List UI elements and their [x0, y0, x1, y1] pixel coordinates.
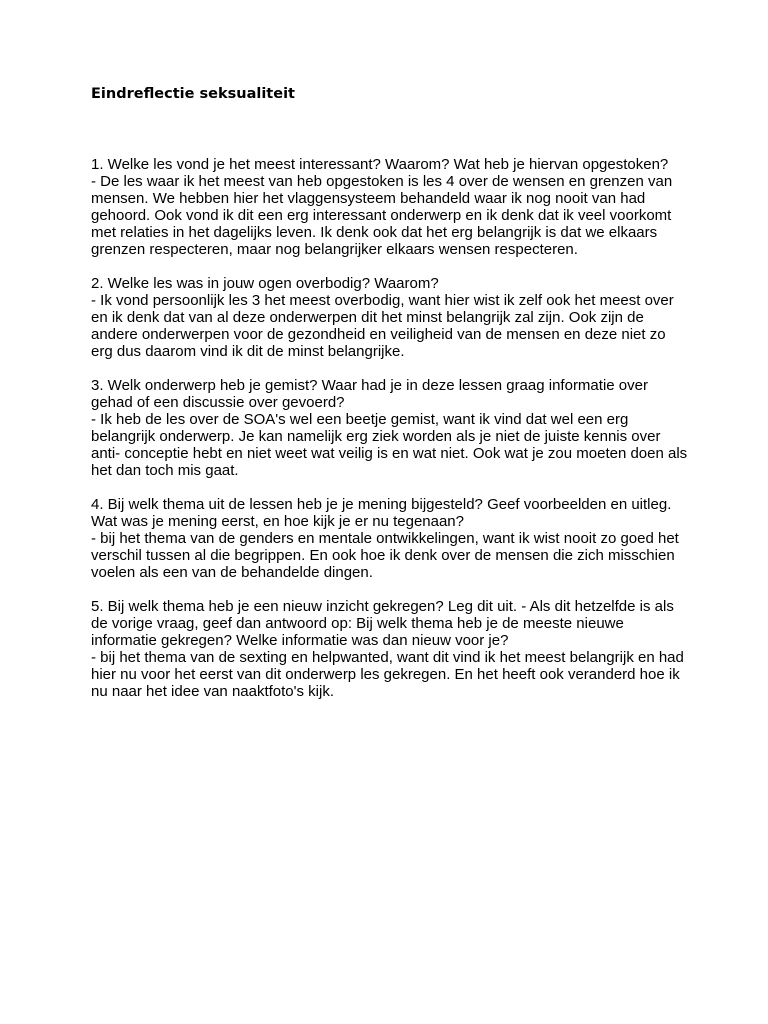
answer-text: - bij het thema van de sexting en helpwanted, want dit vind ik het meest belangrijk en had hier nu voor het eerst van dit onderwerp les gekregen. En het heeft ook veranderd hoe ik nu naar het idee van naaktfoto's kijk.	[91, 649, 684, 700]
answer-text: - bij het thema van de genders en mentale ontwikkelingen, want ik wist nooit zo goed het verschil tussen al die begrippen. En ook hoe ik denk over de mensen die zich misschien voelen als een van de behandelde dingen.	[91, 530, 679, 581]
question-text: 4. Bij welk thema uit de lessen heb je je mening bijgesteld? Geef voorbeelden en uitleg. Wat was je mening eerst, en hoe kijk je er nu tegenaan?	[91, 496, 672, 530]
question-section-2	[91, 275, 691, 360]
question-text: 2. Welke les was in jouw ogen overbodig? Waarom?	[91, 275, 439, 292]
answer-text: - De les waar ik het meest van heb opgestoken is les 4 over de wensen en grenzen van mensen. We hebben hier het vlaggensysteem behandeld waar ik nog nooit van had gehoord. Ook vond ik dit een erg interessant onderwerp en ik denk dat ik veel voorkomt met relaties in het dagelijks leven. Ik denk ook dat het erg belangrijk is dat we elkaars grenzen respecteren, maar nog belangrijker elkaars wensen respecteren.	[91, 173, 673, 258]
answer-text: - Ik vond persoonlijk les 3 het meest overbodig, want hier wist ik zelf ook het meest over en ik denk dat van al deze onderwerpen dit het minst belangrijk zal zijn. Ook zijn de andere onderwerpen voor de gezondheid en veiligheid van de mensen en deze niet zo erg dus daarom vind ik dit de minst belangrijke.	[91, 292, 674, 360]
document-body	[91, 156, 691, 717]
document-title: Eindreflectie seksualiteit	[91, 86, 295, 102]
question-section-5	[91, 598, 691, 700]
question-text: 3. Welk onderwerp heb je gemist? Waar had je in deze lessen graag informatie over gehad of een discussie over gevoerd?	[91, 377, 648, 411]
question-text: 1. Welke les vond je het meest interessant? Waarom? Wat heb je hiervan opgestoken?	[91, 156, 669, 173]
answer-text: - Ik heb de les over de SOA's wel een beetje gemist, want ik vind dat wel een erg belangrijk onderwerp. Je kan namelijk erg ziek worden als je niet de juiste kennis over anti- conceptie hebt en niet weet wat veilig is en wat niet. Ook wat je zou moeten doen als het dan toch mis gaat.	[91, 411, 688, 479]
question-section-3	[91, 377, 691, 479]
question-text: 5. Bij welk thema heb je een nieuw inzicht gekregen? Leg dit uit. - Als dit hetzelfde is als de vorige vraag, geef dan antwoord op: Bij welk thema heb je de meeste nieuwe informatie gekregen? Welke informatie was dan nieuw voor je?	[91, 598, 674, 649]
question-section-1	[91, 156, 691, 258]
question-section-4	[91, 496, 691, 581]
